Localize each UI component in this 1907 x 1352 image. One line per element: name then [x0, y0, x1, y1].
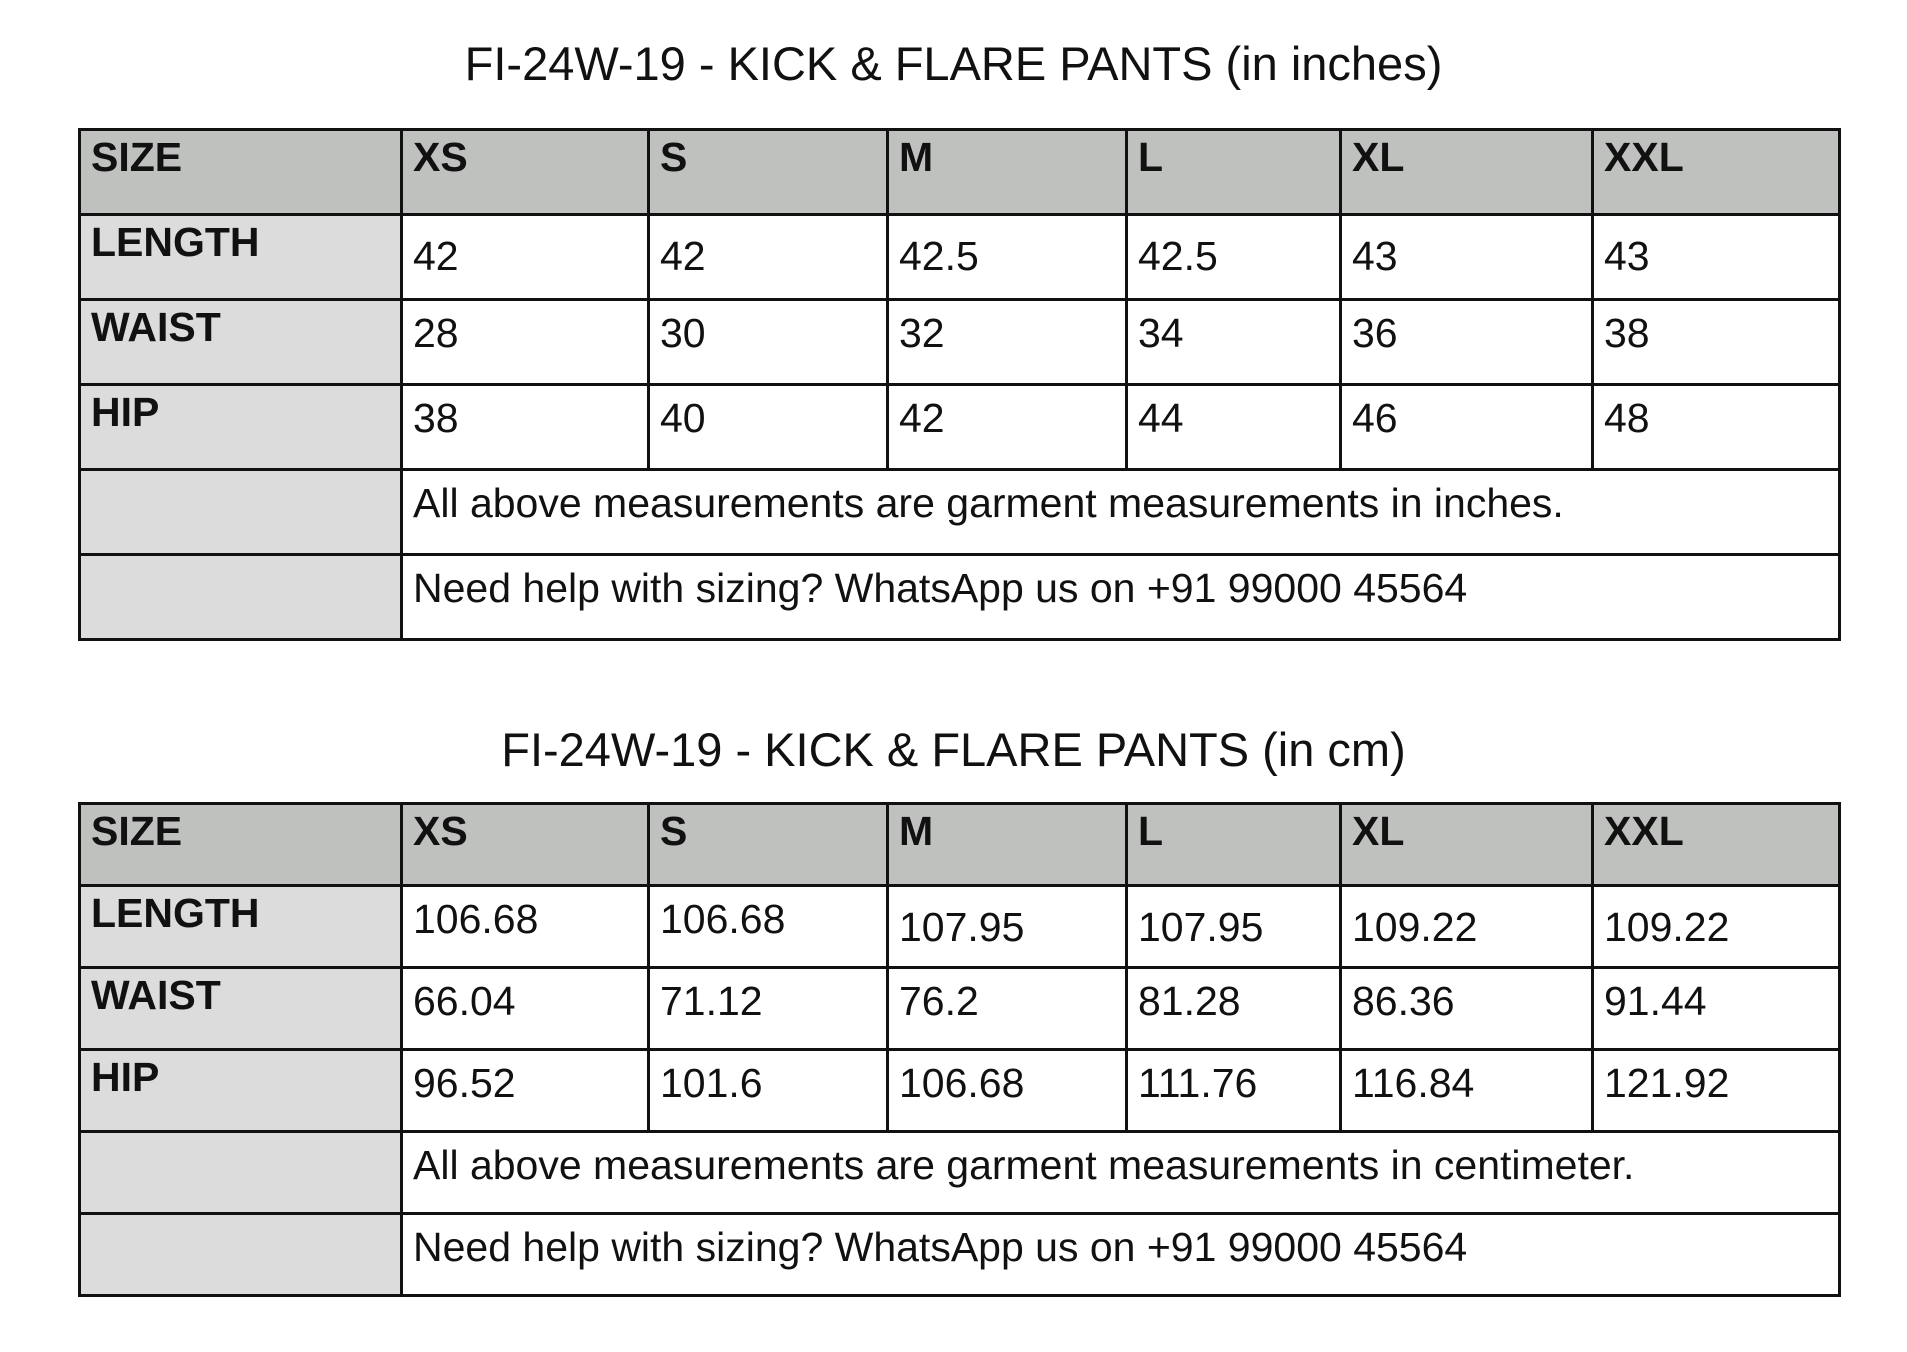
size-table-inches: [78, 128, 1841, 641]
table-row: [80, 1050, 1840, 1132]
table-cell: 28: [402, 300, 649, 385]
table-cell: 30: [649, 300, 888, 385]
note-label-cell: [80, 1132, 402, 1214]
header-size-xl: XL: [1341, 804, 1593, 886]
table-cell: 38: [402, 385, 649, 470]
table-cell: 106.68: [649, 886, 888, 968]
table-cell: 101.6: [649, 1050, 888, 1132]
header-size-xxl: XXL: [1593, 804, 1840, 886]
table-row: [80, 555, 1840, 640]
size-chart-title-inches: FI-24W-19 - KICK & FLARE PANTS (in inches): [464, 37, 1443, 90]
header-size-s: S: [649, 130, 888, 215]
table-header-row: [80, 804, 1840, 886]
table-cell: 43: [1341, 215, 1593, 300]
table-cell: 44: [1127, 385, 1341, 470]
table-cell: 111.76: [1127, 1050, 1341, 1132]
table-cell: 66.04: [402, 968, 649, 1050]
table-cell: 42: [888, 385, 1127, 470]
table-row: [80, 215, 1840, 300]
table-cell: 34: [1127, 300, 1341, 385]
table-cell: 46: [1341, 385, 1593, 470]
table-cell: 42.5: [1127, 215, 1341, 300]
header-size-xl: XL: [1341, 130, 1593, 215]
row-label-waist: WAIST: [80, 968, 402, 1050]
table-cell: 48: [1593, 385, 1840, 470]
table-row: [80, 968, 1840, 1050]
table-header-row: [80, 130, 1840, 215]
table-cell: 109.22: [1341, 886, 1593, 968]
table-cell: 106.68: [888, 1050, 1127, 1132]
table-cell: 42.5: [888, 215, 1127, 300]
header-size-label: SIZE: [80, 804, 402, 886]
header-size-s: S: [649, 804, 888, 886]
sizing-help-note: Need help with sizing? WhatsApp us on +91 99000 45564: [402, 1214, 1840, 1296]
table-cell: 81.28: [1127, 968, 1341, 1050]
table-cell: 32: [888, 300, 1127, 385]
table-cell: 71.12: [649, 968, 888, 1050]
header-size-m: M: [888, 130, 1127, 215]
table-row: [80, 385, 1840, 470]
table-cell: 36: [1341, 300, 1593, 385]
table-cell: 116.84: [1341, 1050, 1593, 1132]
row-label-hip: HIP: [80, 1050, 402, 1132]
note-label-cell: [80, 555, 402, 640]
header-size-label: SIZE: [80, 130, 402, 215]
table-cell: 40: [649, 385, 888, 470]
note-label-cell: [80, 470, 402, 555]
table-cell: 96.52: [402, 1050, 649, 1132]
table-cell: 109.22: [1593, 886, 1840, 968]
table-cell: 42: [649, 215, 888, 300]
row-label-hip: HIP: [80, 385, 402, 470]
header-size-xs: XS: [402, 804, 649, 886]
table-cell: 107.95: [1127, 886, 1341, 968]
size-table-cm: [78, 802, 1841, 1297]
sizing-help-note: Need help with sizing? WhatsApp us on +91 99000 45564: [402, 555, 1840, 640]
table-cell: 91.44: [1593, 968, 1840, 1050]
table-row: [80, 886, 1840, 968]
header-size-l: L: [1127, 804, 1341, 886]
measurement-note: All above measurements are garment measurements in inches.: [402, 470, 1840, 555]
table-cell: 76.2: [888, 968, 1127, 1050]
table-row: [80, 1214, 1840, 1296]
measurement-note: All above measurements are garment measurements in centimeter.: [402, 1132, 1840, 1214]
note-label-cell: [80, 1214, 402, 1296]
table-cell: 42: [402, 215, 649, 300]
header-size-xs: XS: [402, 130, 649, 215]
table-cell: 121.92: [1593, 1050, 1840, 1132]
header-size-l: L: [1127, 130, 1341, 215]
table-cell: 106.68: [402, 886, 649, 968]
header-size-xxl: XXL: [1593, 130, 1840, 215]
table-cell: 38: [1593, 300, 1840, 385]
row-label-length: LENGTH: [80, 215, 402, 300]
table-cell: 86.36: [1341, 968, 1593, 1050]
row-label-waist: WAIST: [80, 300, 402, 385]
table-row: [80, 1132, 1840, 1214]
table-row: [80, 300, 1840, 385]
size-chart-title-cm: FI-24W-19 - KICK & FLARE PANTS (in cm): [501, 723, 1406, 776]
table-cell: 107.95: [888, 886, 1127, 968]
row-label-length: LENGTH: [80, 886, 402, 968]
table-cell: 43: [1593, 215, 1840, 300]
table-row: [80, 470, 1840, 555]
header-size-m: M: [888, 804, 1127, 886]
